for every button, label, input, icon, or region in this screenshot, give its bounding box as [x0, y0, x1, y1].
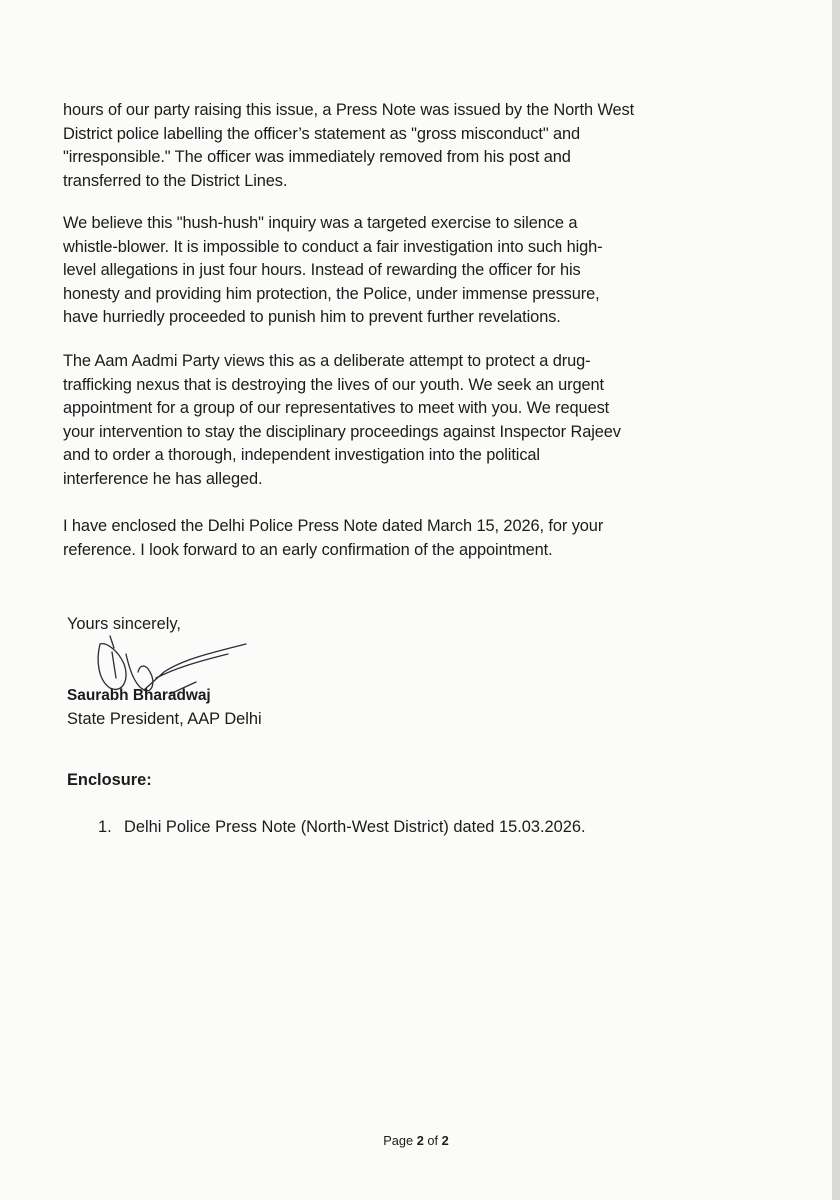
text-line: "irresponsible." The officer was immediately removed from his post and: [63, 148, 571, 166]
signatory-title: State President, AAP Delhi: [67, 710, 262, 728]
handwritten-signature: [86, 624, 262, 722]
text-line: reference. I look forward to an early confirmation of the appointment.: [63, 540, 553, 559]
text-line: hours of our party raising this issue, a Press Note was issued by the North West: [63, 101, 635, 119]
text-line: interference he has alleged.: [63, 469, 263, 488]
text-line: whistle-blower. It is impossible to conduct a fair investigation into such high-: [63, 237, 603, 256]
text-line: have hurriedly proceeded to punish him to prevent further revelations.: [63, 308, 561, 326]
text-line: appointment for a group of our representatives to meet with you. We request: [63, 399, 610, 417]
enclosure-list: [98, 818, 586, 837]
body-paragraph: [63, 212, 743, 330]
text-line: transferred to the District Lines.: [63, 171, 288, 190]
page-total: 2: [441, 1133, 449, 1148]
enclosure-heading: Enclosure:: [67, 771, 152, 789]
text-line: level allegations in just four hours. Instead of rewarding the officer for his: [63, 261, 581, 279]
text-line: trafficking nexus that is destroying the lives of our youth. We seek an urgent: [63, 375, 604, 394]
text-line: and to order a thorough, independent investigation into the political: [63, 446, 540, 464]
body-paragraph: [63, 350, 743, 491]
text-line: The Aam Aadmi Party views this as a deliberate attempt to protect a drug-: [63, 352, 591, 370]
body-paragraph: [63, 515, 743, 562]
text-line: your intervention to stay the disciplinary proceedings against Inspector Rajeev: [63, 422, 621, 441]
page-label: Page: [383, 1133, 414, 1148]
enclosure-text: Delhi Police Press Note (North-West District) dated 15.03.2026.: [124, 818, 586, 836]
page-number-footer: [0, 1133, 832, 1148]
enclosure-number: 1.: [98, 818, 112, 836]
enclosure-item: [98, 818, 586, 837]
signatory-name: Saurabh Bharadwaj: [67, 687, 211, 704]
text-line: We believe this "hush-hush" inquiry was a targeted exercise to silence a: [63, 214, 578, 232]
body-paragraph: [63, 99, 743, 193]
closing-salutation: Yours sincerely,: [67, 615, 181, 633]
text-line: I have enclosed the Delhi Police Press Note dated March 15, 2026, for your: [63, 517, 604, 535]
page-current: 2: [416, 1133, 424, 1148]
page-of: of: [427, 1133, 439, 1148]
text-line: honesty and providing him protection, the Police, under immense pressure,: [63, 284, 600, 303]
text-line: District police labelling the officer’s statement as "gross misconduct" and: [63, 124, 581, 143]
page-edge: [832, 0, 840, 1200]
